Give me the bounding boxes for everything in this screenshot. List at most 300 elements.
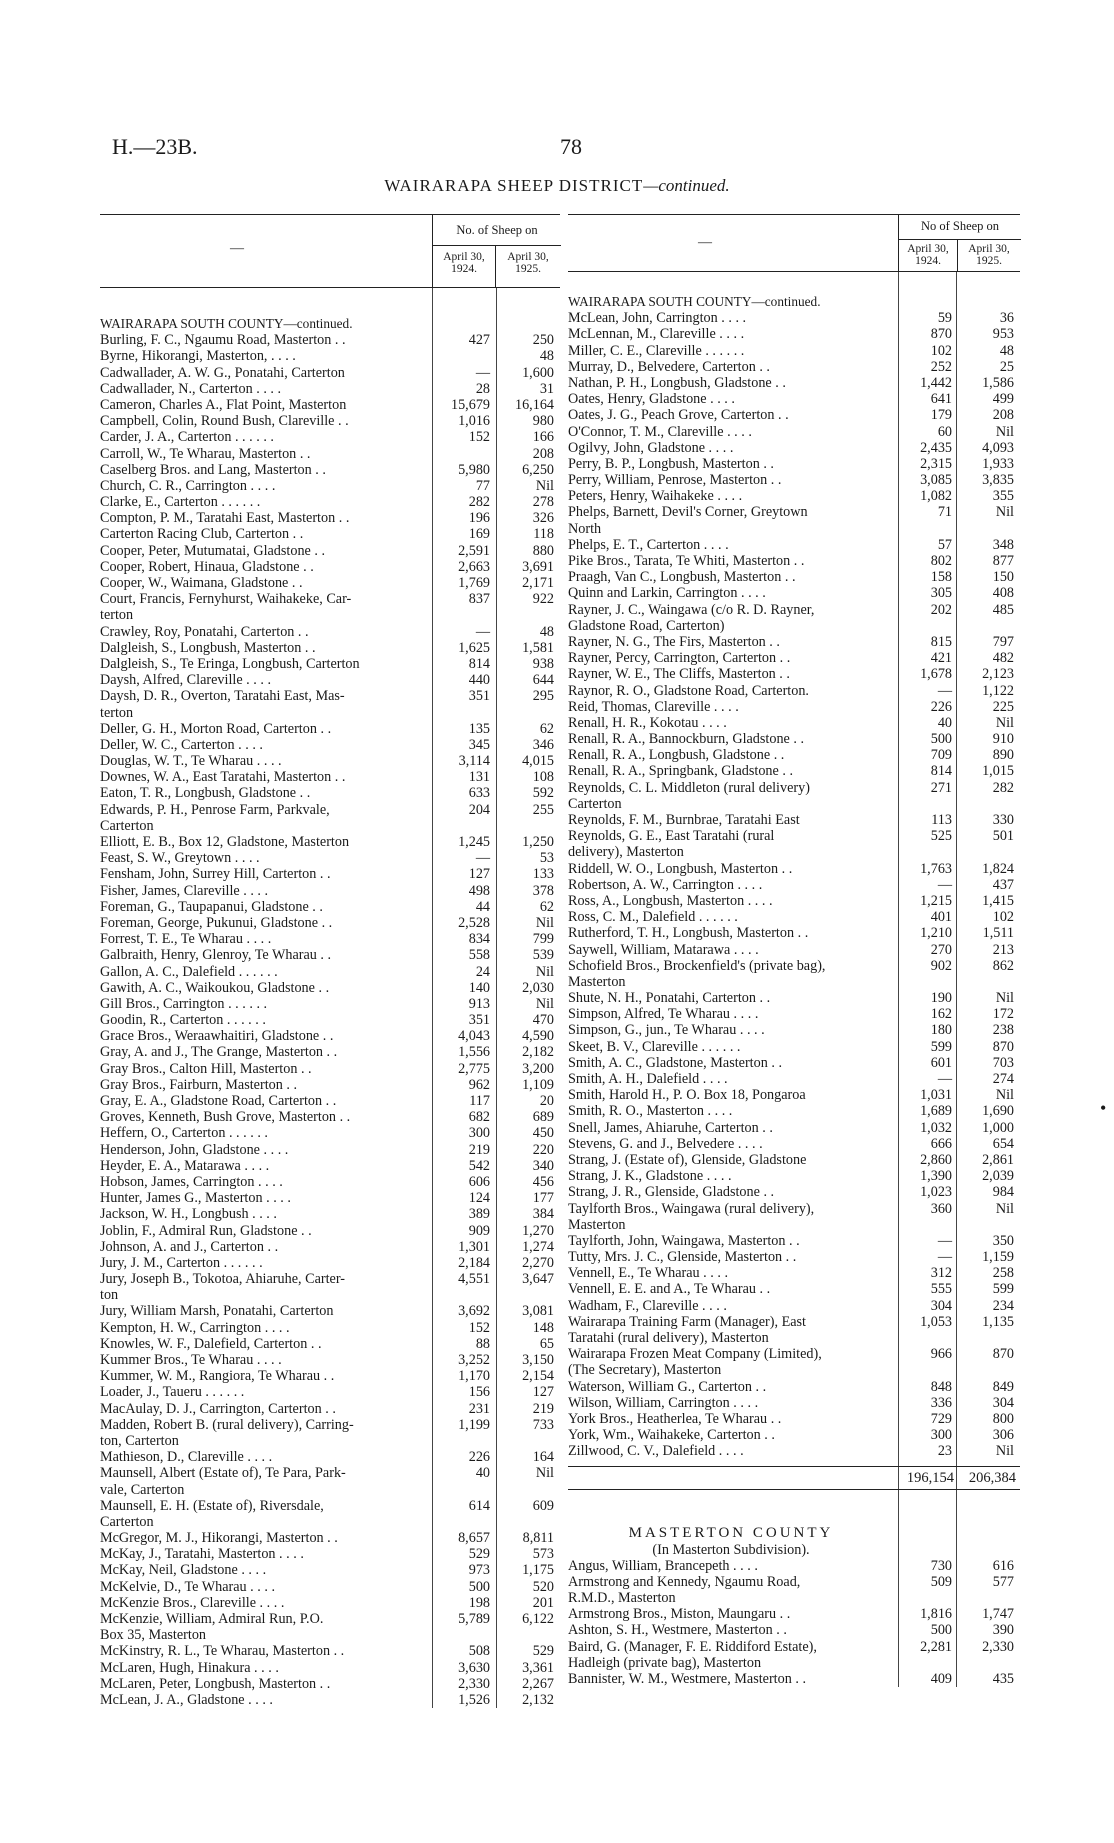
sheep-1925: 48 [999,342,1014,359]
sheep-1925: Nil [535,963,554,980]
table-row [100,931,560,947]
table-row [568,763,1020,779]
sheep-1925: Nil [995,1087,1014,1104]
table-row [568,1249,1020,1265]
table-row [568,326,1020,342]
sheep-1925: 384 [532,1206,554,1223]
sheep-1925: 800 [992,1410,1014,1427]
owner-name: Baird, G. (Manager, F. E. Riddiford Estate), [568,1638,817,1655]
owner-name: Forrest, T. E., Te Wharau . . . . [100,931,272,948]
owner-name: Box 35, Masterton [100,1627,207,1644]
sheep-1925: 16,164 [514,396,554,413]
table-row [568,521,1020,537]
table-row [100,818,560,834]
sheep-1924: 500 [930,731,952,748]
owner-name: Ross, A., Longbush, Masterton . . . . [568,892,773,909]
sheep-1924: 59 [937,310,952,327]
sheep-1924: 3,252 [458,1352,490,1368]
table-row [100,510,560,526]
table-row [100,1627,560,1643]
sheep-1924: 156 [468,1384,490,1401]
sheep-1924: 641 [930,391,952,408]
sheep-1924: 2,315 [920,455,952,472]
county-subheading: (In Masterton Subdivision). [652,1541,810,1558]
sheep-1924: 179 [930,407,952,424]
table-row [100,365,560,381]
owner-name: Vennell, E. E. and A., Te Wharau . . [568,1281,771,1298]
table-row [100,721,560,737]
sheep-1925: 609 [532,1497,554,1514]
sheep-1925: 953 [992,326,1014,343]
owner-name: Perry, B. P., Longbush, Masterton . . [568,455,774,472]
table-row [568,1217,1020,1233]
owner-name: Caselberg Bros. and Lang, Masterton . . [100,461,326,478]
table-row [568,375,1020,391]
table-row [100,1012,560,1028]
sheep-1924: 113 [931,812,952,828]
owner-name: MacAulay, D. J., Carrington, Carterton . . [100,1400,336,1417]
sheep-1924: 973 [468,1562,490,1579]
table-row [100,1417,560,1433]
sheep-1924: 28 [475,380,490,397]
county-heading: MASTERTON COUNTY [628,1524,834,1541]
owner-name: Gallon, A. C., Dalefield . . . . . . [100,963,278,980]
sheep-1924: 1,170 [458,1368,490,1385]
owner-name: McKelvie, D., Te Wharau . . . . [100,1578,275,1595]
owner-name: Rayner, Percy, Carrington, Carterton . . [568,650,791,667]
sheep-1924: 814 [930,763,952,780]
owner-name: Simpson, Alfred, Te Wharau . . . . [568,1006,759,1023]
owner-name: terton [100,607,134,624]
table-row [568,407,1020,423]
section-heading [100,316,560,332]
owner-name: Robertson, A. W., Carrington . . . . [568,876,763,893]
owner-name: Kummer Bros., Te Wharau . . . . [100,1352,282,1368]
owner-name: Gladstone Road, Carterton) [568,617,725,634]
sheep-1924: 3,630 [458,1659,490,1676]
sheep-1924: 2,528 [458,914,490,931]
table-row [100,1514,560,1530]
sheep-1925: 213 [992,941,1014,958]
owner-name: Gray, E. A., Gladstone Road, Carterton . . [100,1093,337,1109]
sheep-1924: 1,678 [920,666,952,683]
sheep-1924: 815 [930,633,952,650]
sheep-1925: 980 [532,413,554,430]
owner-name: Skeet, B. V., Clareville . . . . . . [568,1038,741,1055]
sheep-1924: 558 [468,947,490,964]
owner-name: Oates, J. G., Peach Grove, Carterton . . [568,407,789,424]
section-spacer [568,1490,1020,1524]
table-row [568,877,1020,893]
table-row [568,456,1020,472]
owner-name: Snell, James, Ahiaruhe, Carterton . . [568,1119,773,1136]
sheep-1925: 1,581 [522,639,554,656]
sheep-1925: 3,361 [522,1659,554,1676]
sheep-1924: 421 [930,650,952,667]
sheep-1925: 485 [992,601,1014,618]
table-row [568,1411,1020,1427]
sheep-1925: 6,250 [522,461,554,478]
sheep-1924: 870 [930,326,952,343]
title-suffix: —continued. [643,176,730,195]
sheep-1924: 2,591 [458,542,490,559]
sheep-1925: 8,811 [522,1530,554,1547]
table-row [568,488,1020,504]
table-row [100,1676,560,1692]
sheep-1925: 938 [532,655,554,672]
sheep-1925: 378 [532,882,554,899]
owner-name: Jackson, W. H., Longbush . . . . [100,1206,277,1223]
owner-name: Foreman, George, Pukunui, Gladstone . . [100,914,333,931]
owner-name: Edwards, P. H., Penrose Farm, Parkvale, [100,801,330,818]
owner-name: McLaren, Hugh, Hinakura . . . . [100,1659,279,1676]
owner-name: York Bros., Heatherlea, Te Wharau . . [568,1410,782,1427]
table-row [568,1281,1020,1297]
sheep-1925: Nil [995,1443,1014,1460]
sheep-1925: 799 [532,931,554,948]
header-divider [899,239,1021,240]
table-row [568,1314,1020,1330]
table-row [100,494,560,510]
sheep-1924: 351 [468,1012,490,1029]
owner-name: Raynor, R. O., Gladstone Road, Carterton. [568,682,809,699]
table-row [568,1330,1020,1346]
owner-name: Tutty, Mrs. J. C., Glenside, Masterton . . [568,1249,797,1266]
sheep-1925: 4,015 [522,753,554,770]
table-row [100,1482,560,1498]
name-column-header: — [698,235,712,250]
table-row [568,715,1020,731]
owner-name: Shute, N. H., Ponatahi, Carterton . . [568,990,771,1007]
owner-name: Burling, F. C., Ngaumu Road, Masterton . . [100,332,346,349]
owner-name: O'Connor, T. M., Clareville . . . . [568,423,752,440]
table-row [568,1655,1020,1671]
owner-name: Praagh, Van C., Longbush, Masterton . . [568,569,796,586]
table-row [100,850,560,866]
sheep-1925: 220 [532,1141,554,1158]
sheep-1924: 3,114 [458,753,490,770]
sheep-1925: 172 [992,1006,1014,1023]
table-row [568,974,1020,990]
sheep-1924: 440 [468,672,490,689]
table-row [568,942,1020,958]
sheep-1924: 599 [930,1038,952,1055]
table-row [100,607,560,623]
table-row [568,747,1020,763]
owner-name: McKinstry, R. L., Te Wharau, Masterton . . [100,1643,345,1660]
owner-name: Dalgleish, S., Longbush, Masterton . . [100,639,316,656]
sheep-1925: 4,590 [522,1028,554,1045]
sheep-1925: 539 [532,947,554,964]
table-row [100,1109,560,1125]
sheep-1925: 118 [533,526,554,543]
sheep-1924: 633 [468,785,490,802]
table-row [100,640,560,656]
sheep-1924: 252 [930,358,952,375]
owner-name: Hunter, James G., Masterton . . . . [100,1190,291,1207]
sheep-1925: 3,150 [522,1352,554,1368]
owner-name: McKenzie Bros., Clareville . . . . [100,1594,285,1611]
table-row [568,391,1020,407]
sheep-1925: 456 [532,1173,554,1190]
sheep-1924: 1,023 [920,1184,952,1201]
sheep-1924: 1,031 [920,1087,952,1104]
owner-name: Rutherford, T. H., Longbush, Masterton . . [568,925,809,942]
owner-name: Bannister, W. M., Westmere, Masterton . . [568,1671,806,1687]
right-column-table [568,214,1020,1687]
sheep-1924: 709 [930,747,952,764]
table-row [100,1174,560,1190]
owner-name: Oates, Henry, Gladstone . . . . [568,391,735,408]
sheep-1924: 226 [468,1449,490,1466]
sheep-1924: 305 [930,585,952,602]
table-row [568,602,1020,618]
sheep-1925: 437 [992,876,1014,893]
table-row [100,1239,560,1255]
owner-name: Compton, P. M., Taratahi East, Masterton . . [100,510,350,527]
sheep-1924: 498 [468,882,490,899]
table-row [568,424,1020,440]
sheep-1925: 306 [992,1427,1014,1444]
table-row [568,1395,1020,1411]
sheep-1925: Nil [995,714,1014,731]
table-row [100,1384,560,1400]
sheep-1925: 350 [992,1232,1014,1249]
table-row [100,1061,560,1077]
table-row [100,834,560,850]
sheep-1925: 102 [992,909,1014,926]
table-row [568,585,1020,601]
table-row [100,883,560,899]
sheep-1924: — [937,876,952,893]
sheep-1925: 150 [992,569,1014,586]
sheep-1925: 599 [992,1281,1014,1298]
sheep-1925: 3,835 [982,472,1014,489]
sheep-1924: 909 [468,1222,490,1239]
table-row [100,429,560,445]
margin-mark: • [1100,1098,1107,1118]
sheep-1924: 500 [930,1622,952,1639]
sheep-1925: 1,933 [982,455,1014,472]
table-row [568,731,1020,747]
table-row [568,1136,1020,1152]
sheep-1925: 520 [532,1578,554,1595]
sheep-1925: 355 [992,488,1014,505]
table-row [100,1498,560,1514]
header-divider [433,245,561,246]
owner-name: Kempton, H. W., Carrington . . . . [100,1319,290,1336]
owner-name: Knowles, W. F., Dalefield, Carterton . . [100,1335,322,1352]
table-row [100,1449,560,1465]
table-row [568,1087,1020,1103]
owner-name: Phelps, Barnett, Devil's Corner, Greytown [568,504,808,521]
table-row [100,526,560,542]
owner-name: Perry, William, Penrose, Masterton . . [568,472,782,489]
owner-name: Galbraith, Henry, Glenroy, Te Wharau . . [100,947,332,964]
owner-name: Jury, Joseph B., Tokotoa, Ahiaruhe, Carter- [100,1271,345,1288]
owner-name: Douglas, W. T., Te Wharau . . . . [100,753,282,770]
sheep-1925: Nil [535,477,554,494]
sheep-1924: 848 [930,1378,952,1395]
sheep-1924: 1,032 [920,1119,952,1136]
sheep-1925: 31 [539,380,554,397]
owner-name: Carterton Racing Club, Carterton . . [100,526,304,543]
owner-name: Rayner, W. E., The Cliffs, Masterton . . [568,666,790,683]
table-row [100,1255,560,1271]
sheep-1924: 509 [930,1573,952,1590]
table-row [100,1271,560,1287]
sheep-1925: 2,270 [522,1254,554,1271]
sheep-1925: 3,647 [522,1271,554,1288]
owner-name: Saywell, William, Matarawa . . . . [568,941,759,958]
sheep-1924: 4,551 [458,1271,490,1288]
table-row [100,413,560,429]
table-row [100,1142,560,1158]
sheep-1924: 204 [468,801,490,818]
sheep-1924: 202 [930,601,952,618]
sheep-1925: 2,030 [522,979,554,996]
table-row [568,1574,1020,1590]
sheep-1924: 1,053 [920,1313,952,1330]
sheep-1925: 3,691 [522,558,554,575]
sheep-1925: 295 [532,688,554,705]
sheep-1924: 5,980 [458,461,490,478]
table-row [100,656,560,672]
sheep-count-title: No of Sheep on [920,219,1000,233]
sheep-1925: 733 [532,1416,554,1433]
sheep-1925: 219 [532,1400,554,1417]
sheep-1925: 164 [532,1449,554,1466]
section-heading [568,294,1020,310]
sheep-1925: 2,171 [522,575,554,591]
sheep-1924: 360 [930,1200,952,1217]
owner-name: Angus, William, Brancepeth . . . . [568,1557,758,1574]
sheep-1924: 814 [468,655,490,672]
table-row [100,1206,560,1222]
owner-name: Court, Francis, Fernyhurst, Waihakeke, Car- [100,591,352,608]
sheep-1924: 304 [930,1297,952,1314]
sheep-1925: 577 [992,1573,1014,1590]
sheep-1924: 2,775 [458,1060,490,1077]
owner-name: Goodin, R., Carterton . . . . . . [100,1012,266,1029]
sheep-1925: Nil [995,504,1014,521]
sheep-1924: 60 [937,423,952,440]
sheep-1925: 208 [532,445,554,462]
table-row [100,1287,560,1303]
sheep-1924: 1,689 [920,1103,952,1120]
sheep-1924: — [475,364,490,381]
table-row [568,909,1020,925]
owner-name: Cadwallader, N., Carterton . . . . [100,380,282,397]
table-row [100,332,560,348]
sheep-1925: 1,274 [522,1238,554,1255]
sheep-1925: 340 [532,1157,554,1174]
sheep-1925: 910 [992,731,1014,748]
total-1924: 196,154 [906,1469,954,1486]
sheep-1924: 162 [930,1006,952,1023]
sheep-1925: 890 [992,747,1014,764]
owner-name: McLean, John, Carrington . . . . [568,310,747,327]
table-row [100,1352,560,1368]
table-row [100,705,560,721]
owner-name: McKay, J., Taratahi, Masterton . . . . [100,1546,304,1563]
owner-name: Taylforth, John, Waingawa, Masterton . . [568,1232,800,1249]
sheep-1924: 3,085 [920,472,952,489]
owner-name: Rayner, N. G., The Firs, Masterton . . [568,633,780,650]
owner-name: Gawith, A. C., Waikoukou, Gladstone . . [100,979,330,996]
table-row [100,996,560,1012]
table-row [568,796,1020,812]
sheep-1925: 616 [992,1557,1014,1574]
owner-name: Heffern, O., Carterton . . . . . . [100,1125,268,1142]
sheep-1924: 282 [468,494,490,511]
sheep-count-title: No. of Sheep on [456,223,538,237]
owner-name: Carroll, W., Te Wharau, Masterton . . [100,445,311,462]
sheep-1924: 837 [468,591,490,608]
totals-row [568,1466,1020,1490]
sheep-1924: 525 [930,828,952,845]
sheep-1924: 140 [468,979,490,996]
owner-name: Feast, S. W., Greytown . . . . [100,850,260,867]
sheep-1924: 1,769 [458,575,490,591]
sheep-1924: 135 [468,720,490,737]
sheep-1924: 57 [937,536,952,553]
table-row [568,1184,1020,1200]
sheep-1925: 48 [539,348,554,365]
owner-name: Nathan, P. H., Longbush, Gladstone . . [568,374,786,391]
sheep-1925: Nil [995,990,1014,1007]
sheep-1925: 499 [992,391,1014,408]
table-row [568,1606,1020,1622]
table-row [100,802,560,818]
table-row [568,683,1020,699]
sheep-1925: 1,600 [522,364,554,381]
owner-name: Kummer, W. M., Rangiora, Te Wharau . . [100,1368,335,1385]
table-row [568,1055,1020,1071]
table-row [100,462,560,478]
sheep-1925: 390 [992,1622,1014,1639]
sheep-1924: 601 [930,1054,952,1071]
table-row [568,925,1020,941]
sheep-1924: 271 [930,779,952,796]
table-row [100,753,560,769]
sheep-1924: 802 [930,553,952,569]
owner-name: Loader, J., Taueru . . . . . . [100,1384,245,1401]
sheep-1925: 62 [539,720,554,737]
sheep-1924: 198 [468,1594,490,1611]
sheep-1925: 1,000 [982,1119,1014,1136]
table-row [100,575,560,591]
table-row [568,1152,1020,1168]
sheep-1924: 2,860 [920,1151,952,1168]
owner-name: Carterton [568,795,622,812]
owner-name: Groves, Kenneth, Bush Grove, Masterton . . [100,1109,351,1126]
table-row [568,861,1020,877]
sheep-1925: 1,122 [982,682,1014,699]
table-row [568,1265,1020,1281]
document-reference: H.—23B. [112,134,198,159]
table-row [568,1103,1020,1119]
sheep-1924: 4,043 [458,1028,490,1045]
owner-name: Smith, A. C., Gladstone, Masterton . . [568,1054,782,1071]
page-title [0,176,1114,196]
table-row [100,1320,560,1336]
sheep-1925: 644 [532,672,554,689]
table-row [568,1362,1020,1378]
sheep-1925: 348 [992,536,1014,553]
table-row [100,1643,560,1659]
table-row [100,1579,560,1595]
